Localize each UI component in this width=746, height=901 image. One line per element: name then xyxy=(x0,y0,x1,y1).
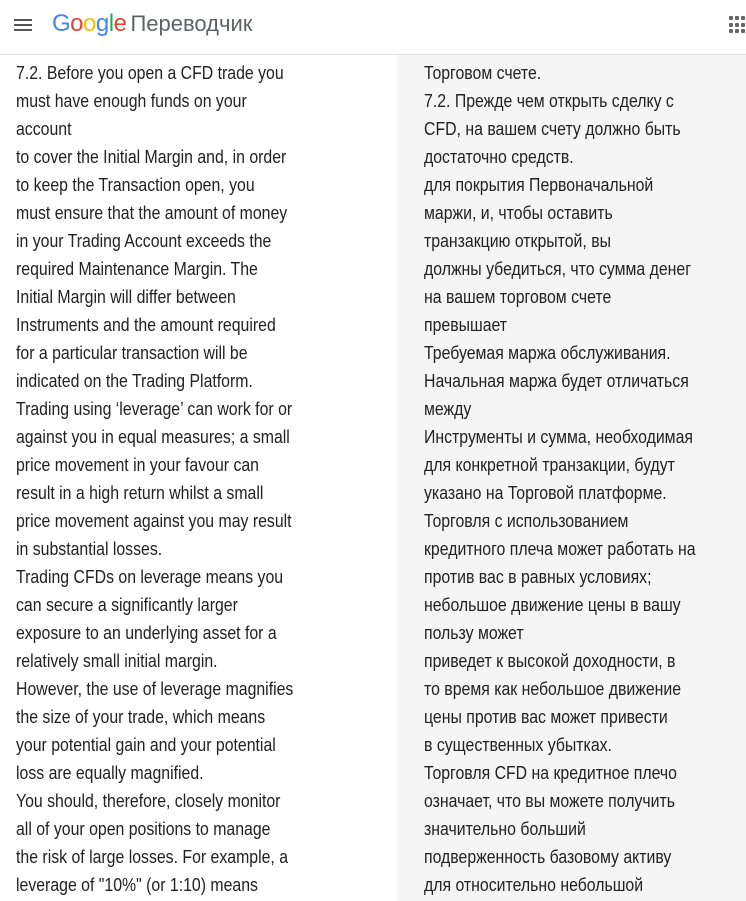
source-line: required Maintenance Margin. The xyxy=(16,259,258,279)
translation-line: Требуемая маржа обслуживания. xyxy=(424,343,671,363)
translation-line: между xyxy=(424,399,472,419)
translation-line: для конкретной транзакции, будут xyxy=(424,455,675,475)
apps-grid-icon[interactable] xyxy=(729,16,746,34)
source-line: for a particular transaction will be xyxy=(16,343,248,363)
translation-line: CFD, на вашем счету должно быть xyxy=(424,119,681,139)
translation-line: для относительно небольшой xyxy=(424,875,644,895)
source-line: price movement in your favour can xyxy=(16,455,260,475)
translation-line: на вашем торговом счете xyxy=(424,287,612,307)
source-line: loss are equally magnified. xyxy=(16,763,204,783)
source-line: indicated on the Trading Platform. xyxy=(16,371,253,391)
source-text[interactable] xyxy=(16,59,386,899)
product-name: Переводчик xyxy=(130,11,253,36)
translation-line: приведет к высокой доходности, в xyxy=(424,651,676,671)
source-line: all of your open positions to manage xyxy=(16,819,271,839)
translation-text xyxy=(424,59,746,899)
logo-letter: o xyxy=(83,10,96,37)
source-line: Trading using ‘leverage’ can work for or xyxy=(16,399,293,419)
translation-line: Инструменты и сумма, необходимая xyxy=(424,427,693,447)
source-line: must ensure that the amount of money xyxy=(16,203,288,223)
source-line: your potential gain and your potential xyxy=(16,735,276,755)
source-line: against you in equal measures; a small xyxy=(16,427,290,447)
source-line: must have enough funds on your xyxy=(16,91,247,111)
source-line: leverage of "10%" (or 1:10) means xyxy=(16,875,258,895)
source-line: 7.2. Before you open a CFD trade you xyxy=(16,63,284,83)
translation-line: для покрытия Первоначальной xyxy=(424,175,654,195)
source-line: the size of your trade, which means xyxy=(16,707,266,727)
translation-line: Торговом счете. xyxy=(424,63,542,83)
app-header xyxy=(0,0,746,55)
translation-line: указано на Торговой платформе. xyxy=(424,483,667,503)
source-line: account xyxy=(16,119,72,139)
source-line: exposure to an underlying asset for a xyxy=(16,623,277,643)
translation-line: превышает xyxy=(424,315,508,335)
translation-line: пользу может xyxy=(424,623,524,643)
logo-letter: l xyxy=(108,10,114,37)
translation-line: достаточно средств. xyxy=(424,147,574,167)
source-line: Trading CFDs on leverage means you xyxy=(16,567,284,587)
source-line: result in a high return whilst a small xyxy=(16,483,264,503)
source-line: to keep the Transaction open, you xyxy=(16,175,255,195)
source-line: relatively small initial margin. xyxy=(16,651,218,671)
translation-line: то время как небольшое движение xyxy=(424,679,682,699)
logo-letter: e xyxy=(113,10,127,37)
translation-line: Торговля CFD на кредитное плечо xyxy=(424,763,677,783)
translation-line: означает, что вы можете получить xyxy=(424,791,675,811)
translation-line: Торговля с использованием xyxy=(424,511,629,531)
translation-line: 7.2. Прежде чем открыть сделку с xyxy=(424,91,674,111)
source-line: Initial Margin will differ between xyxy=(16,287,236,307)
source-line: in your Trading Account exceeds the xyxy=(16,231,272,251)
translation-line: Начальная маржа будет отличаться xyxy=(424,371,689,391)
source-line: can secure a significantly larger xyxy=(16,595,238,615)
source-line: to cover the Initial Margin and, in order xyxy=(16,147,287,167)
translation-line: значительно больший xyxy=(424,819,586,839)
google-logo xyxy=(52,10,126,37)
translation-line: против вас в равных условиях; xyxy=(424,567,652,587)
translation-line: кредитного плеча может работать на xyxy=(424,539,696,559)
source-line: You should, therefore, closely monitor xyxy=(16,791,281,811)
logo-letter: G xyxy=(52,10,71,37)
source-line: Instruments and the amount required xyxy=(16,315,276,335)
translation-line: в существенных убытках. xyxy=(424,735,612,755)
menu-icon[interactable] xyxy=(14,16,34,36)
source-line: price movement against you may result xyxy=(16,511,292,531)
source-line: in substantial losses. xyxy=(16,539,163,559)
logo-letter: o xyxy=(70,10,84,37)
google-translate-logo[interactable] xyxy=(52,10,252,38)
translation-line: должны убедиться, что сумма денег xyxy=(424,259,692,279)
translation-line: подверженность базовому активу xyxy=(424,847,672,867)
translation-line: транзакцию открытой, вы xyxy=(424,231,612,251)
translation-line: небольшое движение цены в вашу xyxy=(424,595,681,615)
source-line: the risk of large losses. For example, a xyxy=(16,847,289,867)
translation-line: цены против вас может привести xyxy=(424,707,668,727)
source-line: However, the use of leverage magnifies xyxy=(16,679,294,699)
logo-letter: g xyxy=(95,10,109,37)
translation-line: маржи, и, чтобы оставить xyxy=(424,203,613,223)
